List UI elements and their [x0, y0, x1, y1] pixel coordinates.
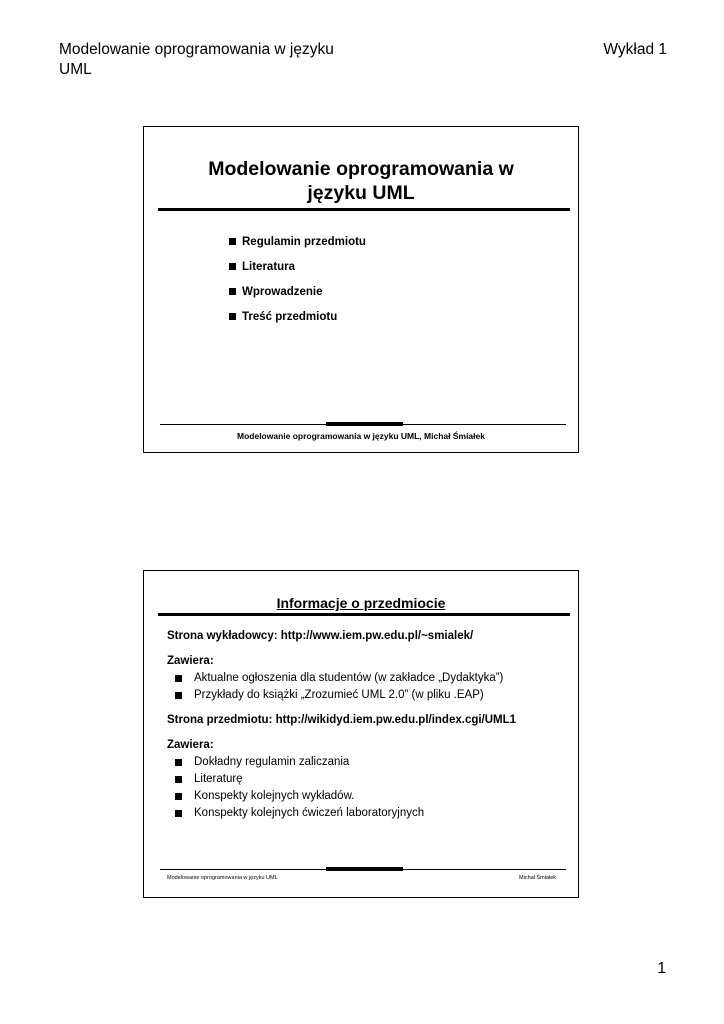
course-page-link[interactable]: Strona przedmiotu: http://wikidyd.iem.pw.edu.pl/index.cgi/UML1	[167, 714, 517, 726]
agenda-item: Literatura	[229, 260, 366, 285]
slide-2	[143, 570, 579, 898]
slide-1-title-line-2: języku UML	[307, 182, 415, 204]
slide-1-title	[144, 157, 578, 205]
agenda-item: Treść przedmiotu	[229, 310, 366, 335]
square-bullet-icon	[229, 238, 236, 245]
square-bullet-icon	[175, 810, 182, 817]
list-item: Literaturę	[167, 771, 568, 788]
page-header-lecture: Wykład 1	[603, 41, 667, 58]
square-bullet-icon	[175, 675, 182, 682]
contains-label: Zawiera:	[167, 739, 214, 751]
page-header-course-title: Modelowanie oprogramowania w języku UML	[59, 41, 334, 78]
footer-accent-bar	[326, 867, 403, 871]
square-bullet-icon	[229, 313, 236, 320]
list-item: Aktualne ogłoszenia dla studentów (w zakładce „Dydaktyka”)	[167, 670, 568, 687]
lecturer-page-link[interactable]: Strona wykładowcy: http://www.iem.pw.edu.pl/~smialek/	[167, 630, 474, 642]
contains-label: Zawiera:	[167, 655, 214, 667]
slide-2-footer-left: Modelowanie oprogramowania w języku UML	[167, 875, 278, 881]
list-item: Konspekty kolejnych wykładów.	[167, 788, 568, 805]
square-bullet-icon	[175, 759, 182, 766]
agenda-item: Regulamin przedmiotu	[229, 235, 366, 260]
agenda-item: Wprowadzenie	[229, 285, 366, 310]
agenda-list	[229, 235, 366, 335]
slide-2-footer-right: Michał Śmiałek	[519, 875, 556, 881]
square-bullet-icon	[175, 793, 182, 800]
list-item: Przykłady do książki „Zrozumieć UML 2.0” (w pliku .EAP)	[167, 687, 568, 704]
square-bullet-icon	[175, 776, 182, 783]
slide-1-title-line-1: Modelowanie oprogramowania w	[208, 158, 514, 180]
square-bullet-icon	[175, 692, 182, 699]
title-divider	[158, 208, 570, 211]
slide-2-body	[167, 628, 568, 822]
slide-1-footer: Modelowanie oprogramowania w języku UML, Michał Śmiałek	[237, 431, 485, 441]
page-number: 1	[657, 960, 666, 977]
list-item: Konspekty kolejnych ćwiczeń laboratoryjnych	[167, 805, 568, 822]
square-bullet-icon	[229, 263, 236, 270]
square-bullet-icon	[229, 288, 236, 295]
title-divider	[158, 613, 570, 616]
footer-accent-bar	[326, 422, 403, 426]
slide-2-title: Informacje o przedmiocie	[276, 595, 446, 611]
slide-1	[143, 126, 579, 453]
list-item: Dokładny regulamin zaliczania	[167, 754, 568, 771]
